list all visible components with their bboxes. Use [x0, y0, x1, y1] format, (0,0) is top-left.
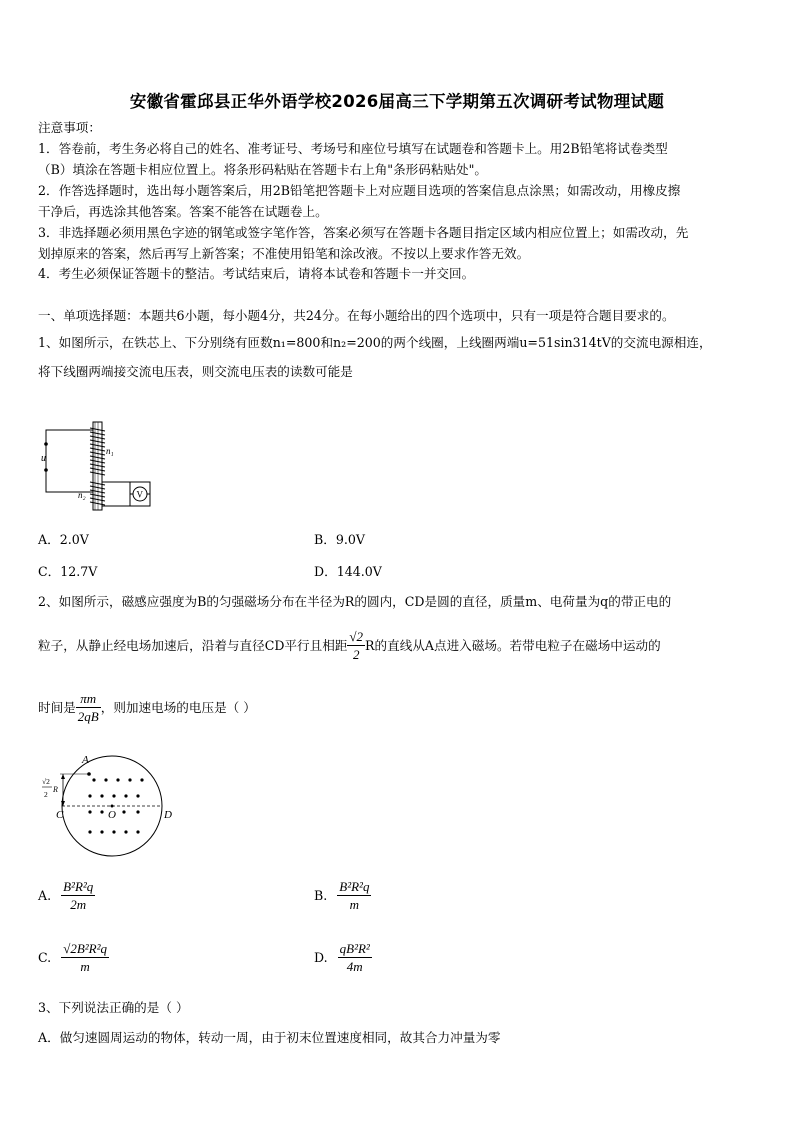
fraction-denominator: 2qB: [77, 709, 99, 724]
notice-line: 3．非选择题必须用黑色字迹的钢笔或签字笔作答，答案必须写在答题卡各题目指定区域内相应位置上；如需改动，先: [38, 225, 689, 240]
notice-line: 2．作答选择题时，选出每小题答案后，用2B铅笔把答题卡上对应题目选项的答案信息点涂黑；如需改动，用橡皮擦: [38, 183, 681, 198]
notice-line: 1．答卷前，考生务必将自己的姓名、准考证号、考场号和座位号填写在试题卷和答题卡上。用2B铅笔将试卷类型: [38, 141, 668, 156]
page-title: 安徽省霍邱县正华外语学校2026届高三下学期第五次调研考试物理试题: [129, 92, 665, 111]
fraction-denominator: 2m: [70, 897, 87, 912]
fraction-numerator: B²R²q: [63, 879, 94, 894]
sqrt2-label: √2: [42, 777, 50, 786]
two-label: 2: [44, 790, 48, 799]
fraction-numerator: qB²R²: [339, 941, 370, 956]
u-label: u: [41, 453, 46, 464]
option-label: D.: [314, 950, 328, 965]
fraction-numerator: B²R²q: [339, 879, 370, 894]
notice-line: 4．考生必须保证答题卡的整洁。考试结束后，请将本试卷和答题卡一并交回。: [38, 266, 475, 281]
fraction: [347, 628, 365, 663]
q3-option-a: A．做匀速圆周运动的物体，转动一周，由于初末位置速度相同，故其合力冲量为零: [38, 1030, 501, 1045]
question-3-stem: 3、下列说法正确的是（ ）: [38, 1000, 189, 1015]
notice-line: 干净后，再选涂其他答案。答案不能答在试题卷上。: [38, 204, 328, 219]
q2-text: 时间是: [38, 699, 76, 715]
fraction-numerator: √2B²R²q: [63, 941, 108, 956]
n1-label: n₁: [106, 446, 114, 456]
notice-line: 划掉原来的答案，然后再写上新答案；不准使用铅笔和涂改液。不按以上要求作答无效。: [38, 246, 530, 261]
question-2-stem: 2、如图所示，磁感应强度为B的匀强磁场分布在半径为R的圆内，CD是圆的直径，质量m、电荷量为q的带正电的: [38, 594, 672, 609]
field-dots: [88, 778, 143, 833]
fraction-numerator: πm: [76, 690, 101, 708]
fraction-numerator: √2: [349, 629, 364, 644]
question-1-stem: 1、如图所示，在铁芯上、下分别绕有匝数n₁=800和n₂=200的两个线圈，上线圈两端u=51sin314tV的交流电源相连，: [38, 335, 712, 350]
point-o-label: O: [108, 809, 116, 821]
option-label: B.: [314, 888, 328, 903]
question-2-stem: [38, 690, 758, 725]
point-d-label: D: [164, 809, 172, 821]
transformer-figure: [38, 418, 158, 513]
option-label: C.: [38, 950, 52, 965]
q1-option-d: D．144.0V: [314, 564, 382, 579]
voltmeter-label: V: [136, 489, 143, 500]
notice-heading: 注意事项：: [38, 120, 101, 135]
section-heading: 一、单项选择题：本题共6小题，每小题4分，共24分。在每小题给出的四个选项中，只有一项是符合题目要求的。: [38, 308, 675, 323]
n2-label: n₂: [78, 490, 86, 500]
fraction-denominator: 4m: [346, 959, 363, 974]
q1-option-a: A．2.0V: [38, 532, 89, 547]
q1-option-c: C．12.7V: [38, 564, 98, 579]
q2-option-b: [314, 878, 371, 913]
question-2-stem: [38, 628, 758, 663]
fraction: [337, 878, 371, 913]
r-label: R: [53, 785, 58, 794]
q2-text: ，则加速电场的电压是（ ）: [100, 699, 256, 715]
point-a-label: A: [82, 754, 89, 766]
notice-line: （B）填涂在答题卡相应位置上。将条形码粘贴在答题卡右上角"条形码粘贴处"。: [38, 162, 488, 177]
fraction-denominator: m: [349, 897, 360, 912]
option-label: A.: [38, 888, 52, 903]
point-c-label: C: [56, 809, 64, 821]
q2-text: 粒子，从静止经电场加速后，沿着与直径CD平行且相距: [38, 637, 348, 653]
question-1-stem: 将下线圈两端接交流电压表，则交流电压表的读数可能是: [38, 364, 353, 379]
fraction: [61, 878, 95, 913]
fraction: [76, 690, 101, 725]
fraction: [338, 940, 372, 975]
fraction-denominator: 2: [352, 647, 360, 662]
q1-option-b: B．9.0V: [314, 532, 365, 547]
magnetic-field-figure: [38, 750, 178, 860]
q2-text: R的直线从A点进入磁场。若带电粒子在磁场中运动的: [365, 637, 661, 653]
fraction-denominator: m: [80, 959, 90, 974]
fraction: [61, 940, 109, 975]
q2-option-d: [314, 940, 372, 975]
q2-option-a: [38, 878, 95, 913]
q2-option-c: [38, 940, 109, 975]
